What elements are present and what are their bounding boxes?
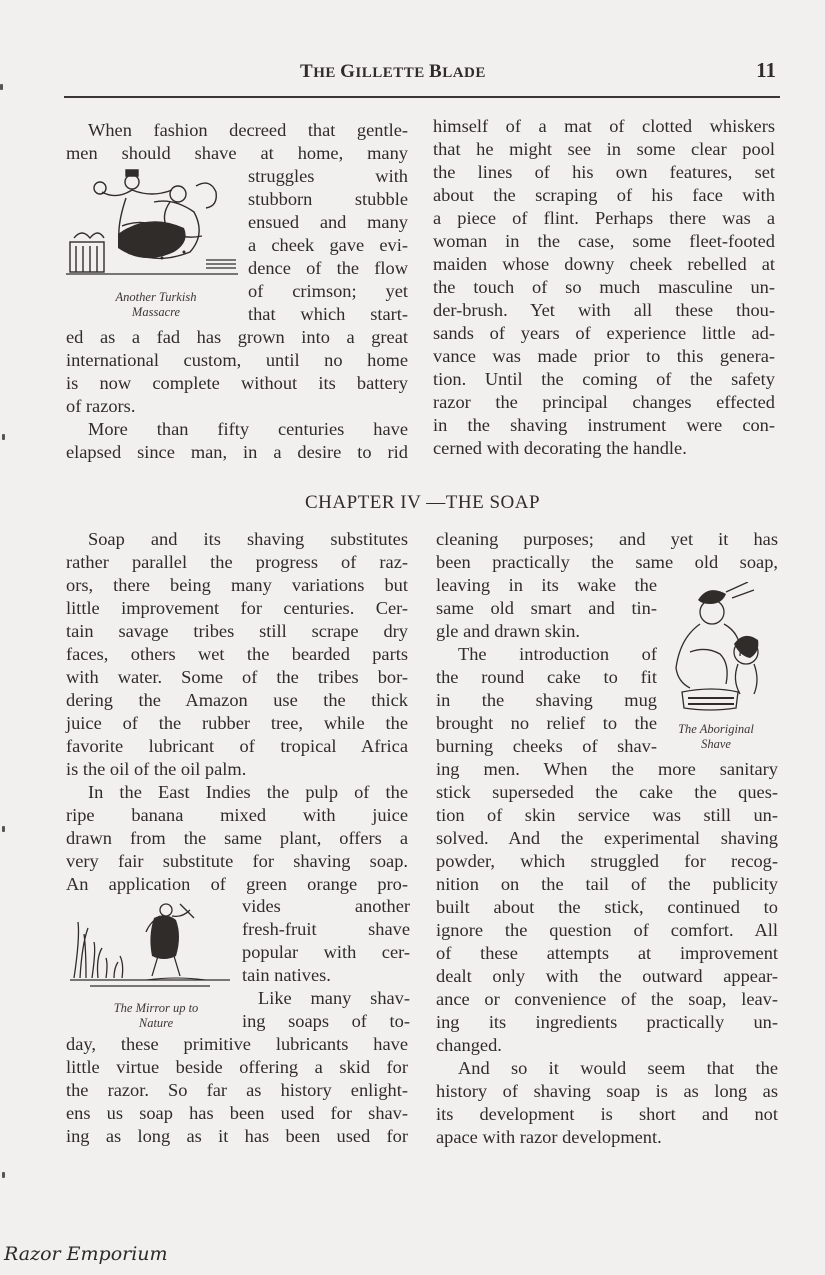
- section2-right-top: [436, 528, 778, 574]
- text-line: of crimson; yet: [248, 281, 408, 301]
- text-line: sands of years of experience little ad-: [433, 323, 775, 343]
- text-line: Like many shav-: [258, 988, 410, 1008]
- text-line: razor the principal changes effected: [433, 392, 775, 412]
- text-line: in the shaving instrument were con-: [433, 415, 775, 435]
- text-line: der-brush. Yet with all these thou-: [433, 300, 775, 320]
- text-line: vides another: [242, 896, 410, 916]
- text-line: stubborn stubble: [248, 189, 408, 209]
- caption-line: Nature: [138, 1016, 174, 1030]
- text-line: faces, others wet the bearded parts: [66, 644, 408, 664]
- figure-caption-aboriginal: [662, 722, 770, 752]
- text-line: Soap and its shaving substitutes: [88, 529, 408, 549]
- figure-caption-turkish: [88, 290, 224, 320]
- text-line: of these attempts at improvement: [436, 943, 778, 963]
- text-line: same old smart and tin-: [436, 598, 657, 618]
- section1-left-top: [66, 119, 408, 165]
- text-line: rather parallel the progress of raz-: [66, 552, 408, 572]
- text-line: And so it would seem that the: [458, 1058, 778, 1078]
- text-line: little virtue beside offering a skid for: [66, 1057, 408, 1077]
- text-line: history of shaving soap is as long as: [436, 1081, 778, 1101]
- text-line: popular with cer-: [242, 942, 410, 962]
- text-line: struggles with: [248, 166, 408, 186]
- text-line: been practically the same old soap,: [436, 552, 778, 572]
- caption-line: The Mirror up to: [113, 1001, 199, 1015]
- text-line: When fashion decreed that gentle-: [88, 120, 408, 140]
- edge-mark: [0, 84, 3, 90]
- text-line: burning cheeks of shav-: [436, 736, 657, 756]
- text-line: very fair substitute for shaving soap.: [66, 851, 408, 871]
- section2-left-beside-figure: [242, 895, 410, 1033]
- text-line: elapsed since man, in a desire to rid: [66, 442, 408, 462]
- text-line: tion. Until the coming of the safety: [433, 369, 775, 389]
- text-line: day, these primitive lubricants have: [66, 1034, 408, 1054]
- text-line: ripe banana mixed with juice: [66, 805, 408, 825]
- text-line: gle and drawn skin.: [436, 621, 581, 641]
- section2-right-beside-figure: [436, 574, 657, 758]
- section2-left-bottom: [66, 1033, 408, 1148]
- running-title: THE GILLETTE BLADE: [300, 61, 486, 82]
- text-line: drawn from the same plant, offers a: [66, 828, 408, 848]
- text-line: ing as long as it has been used for: [66, 1126, 408, 1146]
- text-line: its development is short and not: [436, 1104, 778, 1124]
- mirror-up-to-nature-illustration: [70, 898, 230, 990]
- text-line: An application of green orange pro-: [66, 874, 408, 894]
- text-line: is the oil of the oil palm.: [66, 759, 247, 779]
- text-line: the razor. So far as history enlight-: [66, 1080, 408, 1100]
- text-line: a cheek gave evi-: [248, 235, 408, 255]
- text-line: dealt only with the outward appear-: [436, 966, 778, 986]
- text-line: ing men. When the more sanitary: [436, 759, 778, 779]
- text-line: leaving in its wake the: [436, 575, 657, 595]
- text-line: ed as a fad has grown into a great: [66, 327, 408, 347]
- text-line: that he might see in some clear pool: [433, 139, 775, 159]
- text-line: a piece of flint. Perhaps there was a: [433, 208, 775, 228]
- text-line: juice of the rubber tree, while the: [66, 713, 408, 733]
- text-line: the lines of his own features, set: [433, 162, 775, 182]
- page-header: [64, 56, 780, 98]
- page-number: 11: [756, 58, 776, 82]
- edge-mark: [2, 826, 5, 832]
- text-line: woman in the case, some fleet-footed: [433, 231, 775, 251]
- text-line: dering the Amazon use the thick: [66, 690, 408, 710]
- text-line: nition on the tail of the publicity: [436, 874, 778, 894]
- text-line: tain natives.: [242, 965, 331, 985]
- text-line: maiden whose downy cheek rebelled at: [433, 254, 775, 274]
- text-line: about the scraping of his face with: [433, 185, 775, 205]
- caption-line: The Aboriginal: [678, 722, 754, 736]
- text-line: ance or convenience of the soap, leav-: [436, 989, 778, 1009]
- text-line: powder, which struggled for recog-: [436, 851, 778, 871]
- figure-caption-mirror: [84, 1001, 228, 1031]
- section1-right-column: [433, 115, 775, 460]
- text-line: ors, there being many variations but: [66, 575, 408, 595]
- section1-left-beside-figure: [248, 165, 408, 326]
- text-line: tain savage tribes still scrape dry: [66, 621, 408, 641]
- text-line: tion of skin service was still un-: [436, 805, 778, 825]
- section2-right-bottom: [436, 758, 778, 1149]
- edge-mark: [2, 1172, 5, 1178]
- text-line: of razors.: [66, 396, 136, 416]
- text-line: men should shave at home, many: [66, 143, 408, 163]
- chapter-heading: CHAPTER IV —THE SOAP: [304, 492, 541, 513]
- text-line: ing soaps of to-: [242, 1011, 410, 1031]
- text-line: ing its ingredients practically un-: [436, 1012, 778, 1032]
- text-line: apace with razor development.: [436, 1127, 662, 1147]
- text-line: changed.: [436, 1035, 502, 1055]
- text-line: vance was made prior to this genera-: [433, 346, 775, 366]
- text-line: favorite lubricant of tropical Africa: [66, 736, 408, 756]
- text-line: stick superseded the cake the ques-: [436, 782, 778, 802]
- text-line: international custom, until no home: [66, 350, 408, 370]
- text-line: In the East Indies the pulp of the: [88, 782, 408, 802]
- text-line: himself of a mat of clotted whiskers: [433, 116, 775, 136]
- text-line: solved. And the experimental shaving: [436, 828, 778, 848]
- text-line: ignore the question of comfort. All: [436, 920, 778, 940]
- text-line: dence of the flow: [248, 258, 408, 278]
- caption-line: Massacre: [131, 305, 181, 319]
- caption-line: Another Turkish: [115, 290, 197, 304]
- text-line: brought no relief to the: [436, 713, 657, 733]
- text-line: in the shaving mug: [436, 690, 657, 710]
- text-line: the round cake to fit: [436, 667, 657, 687]
- section1-left-bottom: [66, 326, 408, 464]
- text-line: built about the stick, continued to: [436, 897, 778, 917]
- text-line: that which start-: [248, 304, 408, 324]
- text-line: More than fifty centuries have: [88, 419, 408, 439]
- text-line: little improvement for centuries. Cer-: [66, 598, 408, 618]
- text-line: ensued and many: [248, 212, 408, 232]
- text-line: ens us soap has been used for shav-: [66, 1103, 408, 1123]
- aboriginal-shave-illustration: [668, 582, 772, 718]
- text-line: is now complete without its battery: [66, 373, 408, 393]
- section2-left-top: [66, 528, 408, 896]
- text-line: cerned with decorating the handle.: [433, 438, 687, 458]
- text-line: fresh-fruit shave: [242, 919, 410, 939]
- edge-mark: [2, 434, 5, 440]
- turkish-massacre-illustration: [66, 168, 238, 276]
- text-line: The introduction of: [458, 644, 657, 664]
- caption-line: Shave: [701, 737, 731, 751]
- text-line: the touch of so much masculine un-: [433, 277, 775, 297]
- text-line: with water. Some of the tribes bor-: [66, 667, 408, 687]
- watermark: Razor Emporium: [4, 1243, 168, 1265]
- text-line: cleaning purposes; and yet it has: [436, 529, 778, 549]
